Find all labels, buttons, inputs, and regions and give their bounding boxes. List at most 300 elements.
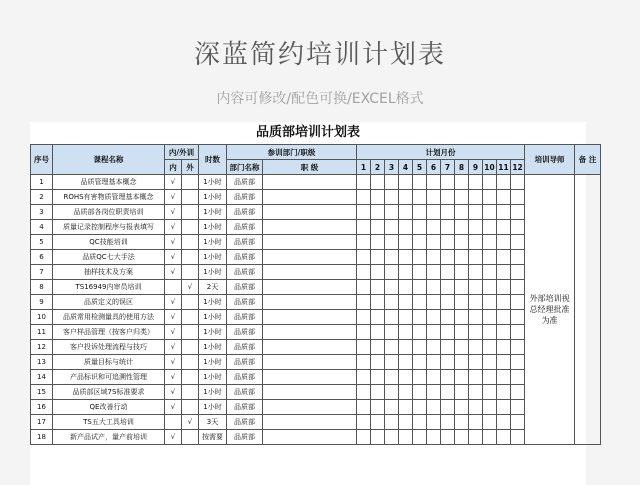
row-month-cell[interactable] bbox=[441, 400, 455, 415]
row-month-cell[interactable] bbox=[511, 220, 525, 235]
row-dept: 品质部 bbox=[227, 415, 263, 430]
row-month-cell[interactable] bbox=[357, 340, 371, 355]
row-month-cell[interactable] bbox=[413, 325, 427, 340]
row-month-cell[interactable] bbox=[441, 250, 455, 265]
row-month-cell[interactable] bbox=[427, 235, 441, 250]
row-in-mark[interactable] bbox=[165, 415, 182, 430]
row-month-cell[interactable] bbox=[511, 415, 525, 430]
row-in-mark[interactable]: √ bbox=[165, 190, 182, 205]
table-row bbox=[31, 415, 601, 430]
row-month-cell[interactable] bbox=[357, 175, 371, 190]
row-month-cell[interactable] bbox=[399, 280, 413, 295]
header-in: 内 bbox=[165, 160, 182, 175]
row-month-cell[interactable] bbox=[413, 370, 427, 385]
row-month-cell[interactable] bbox=[469, 310, 483, 325]
row-dept: 品质部 bbox=[227, 370, 263, 385]
row-month-cell[interactable] bbox=[427, 205, 441, 220]
row-month-cell[interactable] bbox=[427, 280, 441, 295]
row-month-cell[interactable] bbox=[385, 280, 399, 295]
row-month-cell[interactable] bbox=[385, 175, 399, 190]
row-month-cell[interactable] bbox=[357, 355, 371, 370]
row-month-cell[interactable] bbox=[413, 430, 427, 445]
row-month-cell[interactable] bbox=[413, 355, 427, 370]
row-month-cell[interactable] bbox=[511, 190, 525, 205]
row-month-cell[interactable] bbox=[385, 325, 399, 340]
row-month-cell[interactable] bbox=[413, 280, 427, 295]
row-month-cell[interactable] bbox=[497, 235, 511, 250]
row-dept: 品质部 bbox=[227, 265, 263, 280]
row-month-cell[interactable] bbox=[483, 370, 497, 385]
header-month-1: 1 bbox=[357, 160, 371, 175]
row-month-cell[interactable] bbox=[371, 175, 385, 190]
row-seq: 11 bbox=[31, 325, 53, 340]
row-month-cell[interactable] bbox=[441, 325, 455, 340]
row-month-cell[interactable] bbox=[427, 340, 441, 355]
table-row bbox=[31, 250, 601, 265]
row-level[interactable] bbox=[263, 175, 357, 190]
row-month-cell[interactable] bbox=[357, 295, 371, 310]
header-course: 课程名称 bbox=[53, 145, 165, 175]
row-month-cell[interactable] bbox=[511, 370, 525, 385]
row-month-cell[interactable] bbox=[497, 265, 511, 280]
row-month-cell[interactable] bbox=[455, 280, 469, 295]
row-month-cell[interactable] bbox=[483, 280, 497, 295]
row-month-cell[interactable] bbox=[357, 310, 371, 325]
row-in-mark[interactable] bbox=[165, 280, 182, 295]
row-level[interactable] bbox=[263, 190, 357, 205]
row-dept: 品质部 bbox=[227, 340, 263, 355]
row-month-cell[interactable] bbox=[427, 295, 441, 310]
row-month-cell[interactable] bbox=[497, 310, 511, 325]
row-month-cell[interactable] bbox=[413, 235, 427, 250]
row-month-cell[interactable] bbox=[511, 355, 525, 370]
table-row bbox=[31, 295, 601, 310]
row-month-cell[interactable] bbox=[427, 370, 441, 385]
row-month-cell[interactable] bbox=[357, 265, 371, 280]
row-month-cell[interactable] bbox=[385, 385, 399, 400]
row-month-cell[interactable] bbox=[357, 190, 371, 205]
row-level[interactable] bbox=[263, 265, 357, 280]
row-month-cell[interactable] bbox=[497, 385, 511, 400]
row-month-cell[interactable] bbox=[399, 430, 413, 445]
row-month-cell[interactable] bbox=[371, 310, 385, 325]
row-month-cell[interactable] bbox=[455, 415, 469, 430]
row-month-cell[interactable] bbox=[399, 265, 413, 280]
row-month-cell[interactable] bbox=[357, 400, 371, 415]
row-month-cell[interactable] bbox=[371, 355, 385, 370]
row-month-cell[interactable] bbox=[511, 205, 525, 220]
row-month-cell[interactable] bbox=[497, 355, 511, 370]
row-month-cell[interactable] bbox=[399, 385, 413, 400]
table-row bbox=[31, 175, 601, 190]
row-month-cell[interactable] bbox=[413, 340, 427, 355]
row-month-cell[interactable] bbox=[385, 220, 399, 235]
row-duration: 1小时 bbox=[199, 220, 227, 235]
row-month-cell[interactable] bbox=[357, 220, 371, 235]
row-month-cell[interactable] bbox=[441, 190, 455, 205]
row-out-mark[interactable] bbox=[182, 325, 199, 340]
row-month-cell[interactable] bbox=[469, 265, 483, 280]
row-month-cell[interactable] bbox=[455, 220, 469, 235]
row-level[interactable] bbox=[263, 370, 357, 385]
row-out-mark[interactable] bbox=[182, 205, 199, 220]
row-month-cell[interactable] bbox=[371, 385, 385, 400]
row-month-cell[interactable] bbox=[455, 355, 469, 370]
row-month-cell[interactable] bbox=[413, 190, 427, 205]
row-in-mark[interactable]: √ bbox=[165, 265, 182, 280]
row-month-cell[interactable] bbox=[469, 415, 483, 430]
row-seq: 10 bbox=[31, 310, 53, 325]
row-month-cell[interactable] bbox=[441, 355, 455, 370]
row-in-mark[interactable]: √ bbox=[165, 370, 182, 385]
row-month-cell[interactable] bbox=[371, 205, 385, 220]
row-in-mark[interactable]: √ bbox=[165, 295, 182, 310]
row-month-cell[interactable] bbox=[483, 310, 497, 325]
row-month-cell[interactable] bbox=[427, 220, 441, 235]
row-month-cell[interactable] bbox=[441, 205, 455, 220]
row-month-cell[interactable] bbox=[441, 430, 455, 445]
row-month-cell[interactable] bbox=[371, 280, 385, 295]
row-month-cell[interactable] bbox=[483, 385, 497, 400]
row-out-mark[interactable] bbox=[182, 220, 199, 235]
row-level[interactable] bbox=[263, 385, 357, 400]
row-month-cell[interactable] bbox=[385, 355, 399, 370]
row-month-cell[interactable] bbox=[427, 310, 441, 325]
row-month-cell[interactable] bbox=[357, 385, 371, 400]
row-out-mark[interactable] bbox=[182, 250, 199, 265]
row-month-cell[interactable] bbox=[385, 340, 399, 355]
row-month-cell[interactable] bbox=[455, 295, 469, 310]
row-month-cell[interactable] bbox=[399, 250, 413, 265]
row-out-mark[interactable]: √ bbox=[182, 415, 199, 430]
row-level[interactable] bbox=[263, 220, 357, 235]
row-in-mark[interactable]: √ bbox=[165, 310, 182, 325]
row-seq: 7 bbox=[31, 265, 53, 280]
row-month-cell[interactable] bbox=[371, 235, 385, 250]
row-month-cell[interactable] bbox=[413, 295, 427, 310]
row-month-cell[interactable] bbox=[483, 250, 497, 265]
row-month-cell[interactable] bbox=[427, 265, 441, 280]
row-month-cell[interactable] bbox=[427, 250, 441, 265]
row-month-cell[interactable] bbox=[497, 430, 511, 445]
row-month-cell[interactable] bbox=[427, 190, 441, 205]
row-in-mark[interactable]: √ bbox=[165, 175, 182, 190]
row-month-cell[interactable] bbox=[497, 250, 511, 265]
row-month-cell[interactable] bbox=[413, 385, 427, 400]
row-month-cell[interactable] bbox=[385, 265, 399, 280]
row-out-mark[interactable] bbox=[182, 370, 199, 385]
row-month-cell[interactable] bbox=[427, 400, 441, 415]
row-month-cell[interactable] bbox=[483, 430, 497, 445]
row-month-cell[interactable] bbox=[399, 370, 413, 385]
row-month-cell[interactable] bbox=[385, 370, 399, 385]
row-month-cell[interactable] bbox=[497, 190, 511, 205]
row-month-cell[interactable] bbox=[357, 415, 371, 430]
row-month-cell[interactable] bbox=[371, 250, 385, 265]
row-month-cell[interactable] bbox=[357, 325, 371, 340]
row-month-cell[interactable] bbox=[455, 175, 469, 190]
row-in-mark[interactable]: √ bbox=[165, 250, 182, 265]
row-month-cell[interactable] bbox=[469, 340, 483, 355]
row-in-mark[interactable]: √ bbox=[165, 235, 182, 250]
row-month-cell[interactable] bbox=[413, 310, 427, 325]
row-month-cell[interactable] bbox=[483, 355, 497, 370]
row-month-cell[interactable] bbox=[469, 325, 483, 340]
row-month-cell[interactable] bbox=[469, 205, 483, 220]
row-month-cell[interactable] bbox=[413, 250, 427, 265]
row-month-cell[interactable] bbox=[483, 295, 497, 310]
row-month-cell[interactable] bbox=[385, 310, 399, 325]
row-out-mark[interactable] bbox=[182, 310, 199, 325]
row-level[interactable] bbox=[263, 310, 357, 325]
row-month-cell[interactable] bbox=[371, 325, 385, 340]
row-month-cell[interactable] bbox=[357, 250, 371, 265]
row-month-cell[interactable] bbox=[399, 190, 413, 205]
page-subtitle: 内容可修改/配色可换/EXCEL格式 bbox=[216, 91, 424, 107]
row-month-cell[interactable] bbox=[399, 340, 413, 355]
row-month-cell[interactable] bbox=[469, 250, 483, 265]
row-in-mark[interactable]: √ bbox=[165, 430, 182, 445]
row-month-cell[interactable] bbox=[441, 220, 455, 235]
row-month-cell[interactable] bbox=[511, 175, 525, 190]
row-month-cell[interactable] bbox=[371, 295, 385, 310]
row-month-cell[interactable] bbox=[413, 400, 427, 415]
row-month-cell[interactable] bbox=[511, 295, 525, 310]
row-month-cell[interactable] bbox=[427, 325, 441, 340]
row-month-cell[interactable] bbox=[497, 280, 511, 295]
row-month-cell[interactable] bbox=[469, 355, 483, 370]
row-seq: 8 bbox=[31, 280, 53, 295]
header-trainer: 培训导师 bbox=[525, 145, 575, 175]
row-month-cell[interactable] bbox=[455, 235, 469, 250]
row-month-cell[interactable] bbox=[371, 430, 385, 445]
row-month-cell[interactable] bbox=[497, 370, 511, 385]
row-month-cell[interactable] bbox=[427, 355, 441, 370]
row-month-cell[interactable] bbox=[483, 265, 497, 280]
row-month-cell[interactable] bbox=[399, 355, 413, 370]
row-month-cell[interactable] bbox=[455, 400, 469, 415]
row-month-cell[interactable] bbox=[497, 295, 511, 310]
row-month-cell[interactable] bbox=[455, 190, 469, 205]
row-month-cell[interactable] bbox=[399, 205, 413, 220]
row-month-cell[interactable] bbox=[399, 295, 413, 310]
row-month-cell[interactable] bbox=[441, 310, 455, 325]
row-dept: 品质部 bbox=[227, 325, 263, 340]
row-month-cell[interactable] bbox=[385, 415, 399, 430]
row-month-cell[interactable] bbox=[511, 265, 525, 280]
row-in-mark[interactable]: √ bbox=[165, 385, 182, 400]
row-month-cell[interactable] bbox=[413, 205, 427, 220]
row-month-cell[interactable] bbox=[483, 190, 497, 205]
remark-cell[interactable] bbox=[575, 175, 601, 445]
row-month-cell[interactable] bbox=[455, 265, 469, 280]
row-level[interactable] bbox=[263, 280, 357, 295]
row-month-cell[interactable] bbox=[483, 175, 497, 190]
row-month-cell[interactable] bbox=[483, 235, 497, 250]
row-course: 品质部区域7S标准要求 bbox=[53, 385, 165, 400]
row-month-cell[interactable] bbox=[497, 325, 511, 340]
row-month-cell[interactable] bbox=[455, 310, 469, 325]
row-month-cell[interactable] bbox=[441, 370, 455, 385]
row-month-cell[interactable] bbox=[441, 340, 455, 355]
row-month-cell[interactable] bbox=[497, 220, 511, 235]
row-month-cell[interactable] bbox=[483, 220, 497, 235]
row-out-mark[interactable] bbox=[182, 190, 199, 205]
row-month-cell[interactable] bbox=[455, 250, 469, 265]
row-month-cell[interactable] bbox=[413, 220, 427, 235]
row-out-mark[interactable] bbox=[182, 265, 199, 280]
row-month-cell[interactable] bbox=[455, 325, 469, 340]
row-month-cell[interactable] bbox=[483, 340, 497, 355]
row-out-mark[interactable] bbox=[182, 340, 199, 355]
row-level[interactable] bbox=[263, 430, 357, 445]
row-month-cell[interactable] bbox=[427, 415, 441, 430]
row-month-cell[interactable] bbox=[357, 370, 371, 385]
row-course: TS16949内审员培训 bbox=[53, 280, 165, 295]
row-month-cell[interactable] bbox=[455, 370, 469, 385]
row-month-cell[interactable] bbox=[357, 235, 371, 250]
row-month-cell[interactable] bbox=[399, 175, 413, 190]
header-remark: 备 注 bbox=[575, 145, 601, 175]
row-month-cell[interactable] bbox=[469, 370, 483, 385]
row-out-mark[interactable]: √ bbox=[182, 280, 199, 295]
row-in-mark[interactable]: √ bbox=[165, 325, 182, 340]
row-month-cell[interactable] bbox=[371, 400, 385, 415]
row-month-cell[interactable] bbox=[399, 310, 413, 325]
row-month-cell[interactable] bbox=[469, 175, 483, 190]
row-month-cell[interactable] bbox=[385, 250, 399, 265]
row-month-cell[interactable] bbox=[469, 190, 483, 205]
row-month-cell[interactable] bbox=[427, 175, 441, 190]
row-month-cell[interactable] bbox=[371, 265, 385, 280]
row-month-cell[interactable] bbox=[385, 295, 399, 310]
row-month-cell[interactable] bbox=[511, 280, 525, 295]
row-month-cell[interactable] bbox=[371, 415, 385, 430]
row-month-cell[interactable] bbox=[371, 370, 385, 385]
row-month-cell[interactable] bbox=[385, 205, 399, 220]
row-month-cell[interactable] bbox=[511, 430, 525, 445]
row-month-cell[interactable] bbox=[399, 235, 413, 250]
row-month-cell[interactable] bbox=[441, 295, 455, 310]
row-month-cell[interactable] bbox=[497, 205, 511, 220]
row-month-cell[interactable] bbox=[399, 415, 413, 430]
row-month-cell[interactable] bbox=[469, 295, 483, 310]
row-month-cell[interactable] bbox=[427, 430, 441, 445]
row-in-mark[interactable]: √ bbox=[165, 400, 182, 415]
row-month-cell[interactable] bbox=[441, 235, 455, 250]
row-month-cell[interactable] bbox=[399, 400, 413, 415]
row-month-cell[interactable] bbox=[441, 280, 455, 295]
header-months-group: 计划月份 bbox=[357, 145, 525, 160]
row-month-cell[interactable] bbox=[455, 430, 469, 445]
page-title: 深蓝简约培训计划表 bbox=[193, 40, 446, 70]
row-month-cell[interactable] bbox=[483, 400, 497, 415]
row-month-cell[interactable] bbox=[497, 175, 511, 190]
row-month-cell[interactable] bbox=[469, 220, 483, 235]
row-out-mark[interactable] bbox=[182, 400, 199, 415]
row-month-cell[interactable] bbox=[483, 415, 497, 430]
row-duration: 1小时 bbox=[199, 340, 227, 355]
row-level[interactable] bbox=[263, 415, 357, 430]
row-month-cell[interactable] bbox=[427, 385, 441, 400]
row-month-cell[interactable] bbox=[455, 205, 469, 220]
row-month-cell[interactable] bbox=[357, 280, 371, 295]
row-month-cell[interactable] bbox=[497, 400, 511, 415]
row-month-cell[interactable] bbox=[469, 280, 483, 295]
row-month-cell[interactable] bbox=[511, 340, 525, 355]
row-month-cell[interactable] bbox=[357, 430, 371, 445]
row-month-cell[interactable] bbox=[441, 265, 455, 280]
row-month-cell[interactable] bbox=[497, 340, 511, 355]
row-month-cell[interactable] bbox=[511, 385, 525, 400]
row-month-cell[interactable] bbox=[511, 400, 525, 415]
row-month-cell[interactable] bbox=[455, 340, 469, 355]
row-month-cell[interactable] bbox=[511, 325, 525, 340]
row-month-cell[interactable] bbox=[511, 235, 525, 250]
row-month-cell[interactable] bbox=[385, 430, 399, 445]
row-out-mark[interactable] bbox=[182, 175, 199, 190]
row-level[interactable] bbox=[263, 235, 357, 250]
row-level[interactable] bbox=[263, 400, 357, 415]
row-in-mark[interactable]: √ bbox=[165, 340, 182, 355]
row-out-mark[interactable] bbox=[182, 295, 199, 310]
row-month-cell[interactable] bbox=[385, 400, 399, 415]
row-out-mark[interactable] bbox=[182, 235, 199, 250]
row-level[interactable] bbox=[263, 250, 357, 265]
row-out-mark[interactable] bbox=[182, 385, 199, 400]
row-month-cell[interactable] bbox=[469, 430, 483, 445]
row-month-cell[interactable] bbox=[483, 205, 497, 220]
row-month-cell[interactable] bbox=[371, 340, 385, 355]
row-month-cell[interactable] bbox=[399, 220, 413, 235]
row-in-mark[interactable]: √ bbox=[165, 205, 182, 220]
row-level[interactable] bbox=[263, 340, 357, 355]
row-month-cell[interactable] bbox=[441, 175, 455, 190]
row-month-cell[interactable] bbox=[469, 235, 483, 250]
row-month-cell[interactable] bbox=[483, 325, 497, 340]
row-month-cell[interactable] bbox=[441, 415, 455, 430]
row-level[interactable] bbox=[263, 295, 357, 310]
row-month-cell[interactable] bbox=[511, 250, 525, 265]
row-month-cell[interactable] bbox=[469, 385, 483, 400]
row-month-cell[interactable] bbox=[469, 400, 483, 415]
row-month-cell[interactable] bbox=[371, 220, 385, 235]
row-in-mark[interactable]: √ bbox=[165, 220, 182, 235]
row-course: QE改善行动 bbox=[53, 400, 165, 415]
row-dept: 品质部 bbox=[227, 295, 263, 310]
row-month-cell[interactable] bbox=[455, 385, 469, 400]
row-month-cell[interactable] bbox=[385, 190, 399, 205]
row-out-mark[interactable] bbox=[182, 355, 199, 370]
row-course: 产品标识和可追溯性管理 bbox=[53, 370, 165, 385]
row-level[interactable] bbox=[263, 205, 357, 220]
row-month-cell[interactable] bbox=[413, 175, 427, 190]
row-month-cell[interactable] bbox=[371, 190, 385, 205]
row-month-cell[interactable] bbox=[441, 385, 455, 400]
row-month-cell[interactable] bbox=[511, 310, 525, 325]
row-month-cell[interactable] bbox=[413, 265, 427, 280]
row-level[interactable] bbox=[263, 325, 357, 340]
row-month-cell[interactable] bbox=[357, 205, 371, 220]
row-out-mark[interactable] bbox=[182, 430, 199, 445]
row-month-cell[interactable] bbox=[413, 415, 427, 430]
header-month-9: 9 bbox=[469, 160, 483, 175]
row-in-mark[interactable]: √ bbox=[165, 355, 182, 370]
row-month-cell[interactable] bbox=[399, 325, 413, 340]
row-level[interactable] bbox=[263, 355, 357, 370]
row-month-cell[interactable] bbox=[497, 415, 511, 430]
row-month-cell[interactable] bbox=[385, 235, 399, 250]
